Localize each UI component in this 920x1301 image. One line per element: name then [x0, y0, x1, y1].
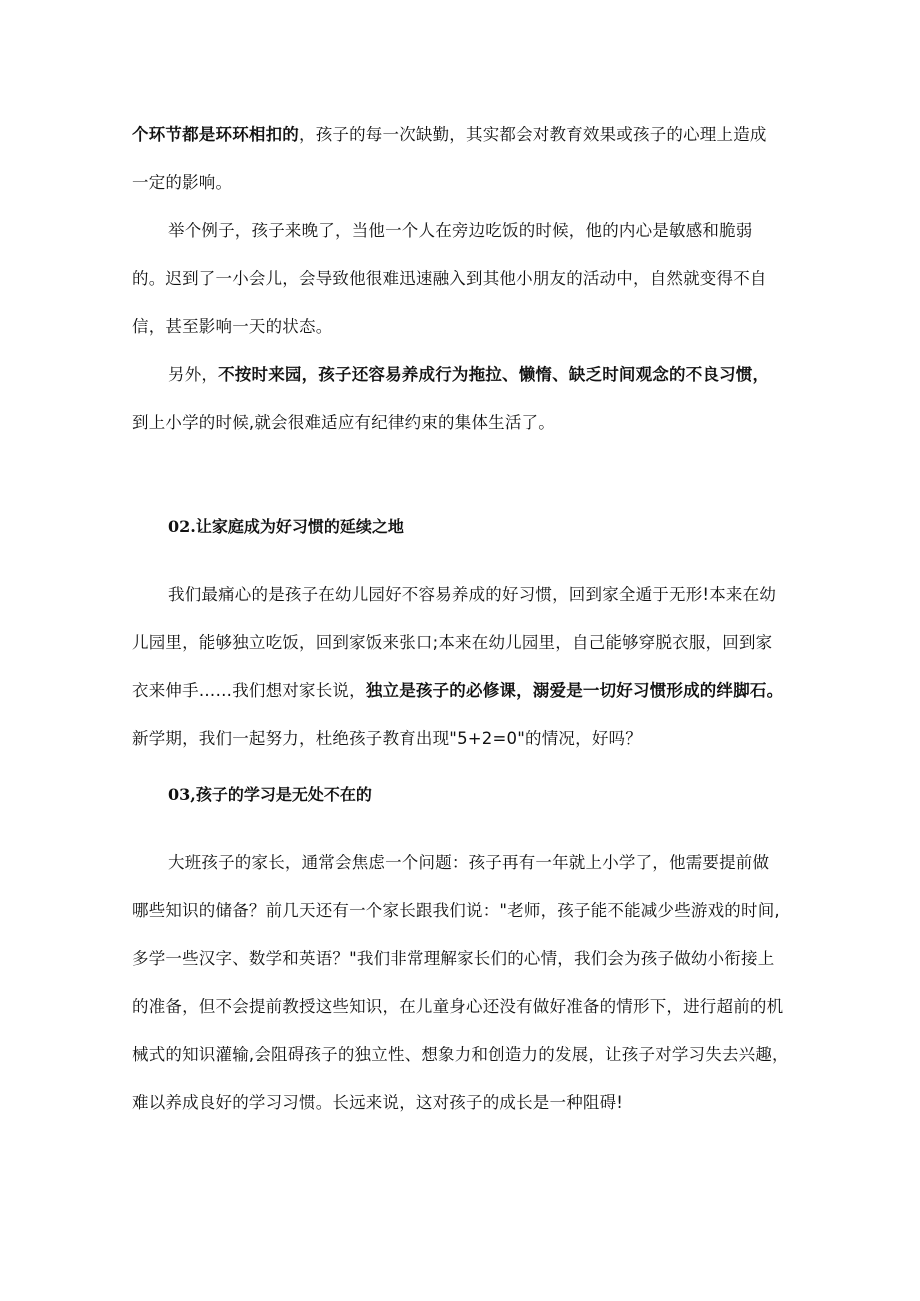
text-span: 另外， [168, 365, 219, 384]
paragraph-4-line-4: 新学期，我们一起努力，杜绝孩子教育出现"5+2=0"的情况，好吗？ [132, 729, 642, 748]
paragraph-4-line-2: 儿园里，能够独立吃饭，回到家饭来张口;本来在幼儿园里，自己能够穿脱衣服，回到家 [132, 633, 773, 652]
text-span: 衣来伸手……我们想对家长说， [132, 681, 366, 700]
paragraph-5-line-4: 的准备，但不会提前教授这些知识，在儿童身心还没有做好准备的情形下，进行超前的机 [132, 997, 784, 1016]
paragraph-2-line-3: 信，甚至影响一天的状态。 [132, 317, 333, 336]
section-heading-03: 03,孩子的学习是无处不在的 [168, 785, 372, 804]
paragraph-5-line-2: 哪些知识的储备？前几天还有一个家长跟我们说："老师，孩子能不能减少些游戏的时间, [132, 901, 780, 920]
paragraph-5-line-5: 械式的知识灌输,会阻碍孩子的独立性、想象力和创造力的发展，让孩子对学习失去兴趣， [132, 1045, 789, 1064]
bold-phrase: 独立是孩子的必修课，溺爱是一切好习惯形成的绊脚石。 [365, 681, 784, 700]
paragraph-2-line-1: 举个例子，孩子来晚了，当他一个人在旁边吃饭的时候，他的内心是敏感和脆弱 [168, 221, 753, 240]
paragraph-4-line-3 [132, 680, 783, 702]
paragraph-5-line-3: 多学一些汉字、数学和英语？"我们非常理解家长们的心情，我们会为孩子做幼小衔接上 [132, 949, 775, 968]
paragraph-3-line-1 [168, 364, 769, 386]
paragraph-5-line-1: 大班孩子的家长，通常会焦虑一个问题：孩子再有一年就上小学了，他需要提前做 [168, 853, 770, 872]
section-heading-02: 02.让家庭成为好习惯的延续之地 [168, 517, 404, 536]
bold-phrase: 个环节都是环环相扣的 [132, 125, 299, 144]
paragraph-3-line-2: 到上小学的时候,就会很难适应有纪律约束的集体生活了。 [132, 413, 555, 432]
paragraph-1-line-2: 一定的影响。 [132, 173, 233, 192]
paragraph-4-line-1: 我们最痛心的是孩子在幼儿园好不容易养成的好习惯，回到家全遁于无形!本来在幼 [168, 585, 777, 604]
bold-phrase: 不按时来园，孩子还容易养成行为拖拉、懒惰、缺乏时间观念的不良习惯， [218, 365, 770, 384]
paragraph-1-line-1 [132, 124, 767, 146]
paragraph-5-line-6: 难以养成良好的学习习惯。长远来说，这对孩子的成长是一种阻碍! [132, 1093, 624, 1112]
text-span: ，孩子的每一次缺勤，其实都会对教育效果或孩子的心理上造成 [299, 125, 767, 144]
paragraph-2-line-2: 的。迟到了一小会儿，会导致他很难迅速融入到其他小朋友的活动中，自然就变得不自 [132, 269, 767, 288]
